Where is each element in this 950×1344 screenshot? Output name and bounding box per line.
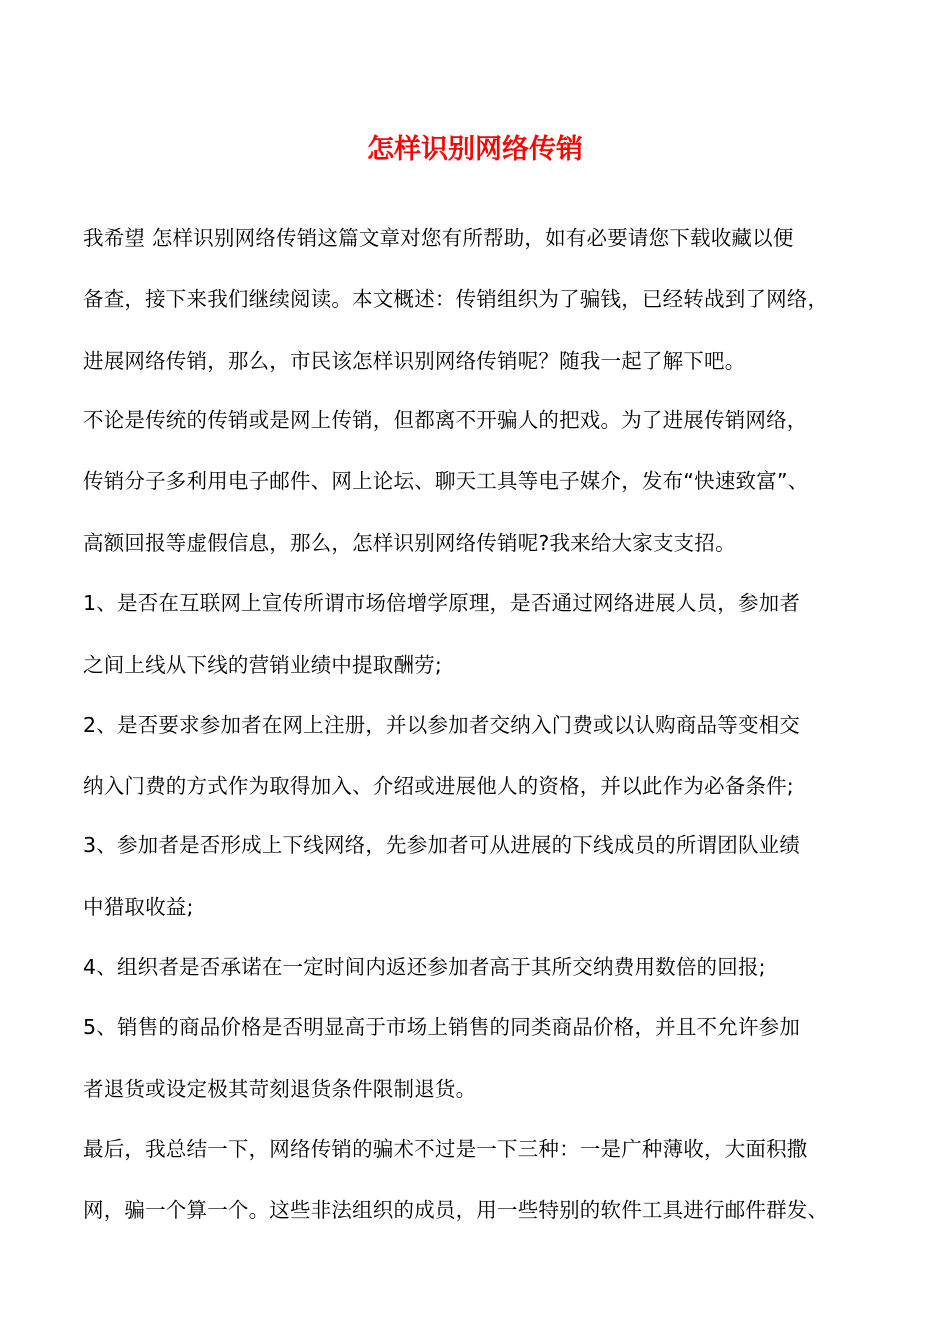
list-item-line: 纳入门费的方式作为取得加入、介绍或进展他人的资格，并以此作为必备条件; [83, 774, 794, 798]
document-title: 怎样识别网络传销 [367, 134, 583, 165]
list-item-line: 1、是否在互联网上宣传所谓市场倍增学原理，是否通过网络进展人员，参加者 [83, 591, 801, 615]
paragraph-line: 最后，我总结一下，网络传销的骗术不过是一下三种：一是广种薄收，大面积撒 [83, 1137, 808, 1161]
list-item-line: 者退货或设定极其苛刻退货条件限制退货。 [83, 1077, 477, 1101]
paragraph-line: 传销分子多利用电子邮件、网上论坛、聊天工具等电子媒介，发布“快速致富”、 [83, 469, 809, 493]
paragraph-line: 网，骗一个算一个。这些非法组织的成员，用一些特别的软件工具进行邮件群发、 [83, 1198, 829, 1222]
paragraph-line: 我希望 怎样识别网络传销这篇文章对您有所帮助，如有必要请您下载收藏以便 [83, 226, 794, 250]
list-item-line: 之间上线从下线的营销业绩中提取酬劳; [83, 653, 443, 677]
list-item-line: 5、销售的商品价格是否明显高于市场上销售的同类商品价格，并且不允许参加 [83, 1015, 801, 1039]
list-item-line: 2、是否要求参加者在网上注册，并以参加者交纳入门费或以认购商品等变相交 [83, 713, 801, 737]
list-item-line: 中猎取收益; [83, 895, 194, 919]
paragraph-line: 进展网络传销，那么，市民该怎样识别网络传销呢？随我一起了解下吧。 [83, 349, 746, 373]
paragraph-line: 高额回报等虚假信息，那么，怎样识别网络传销呢?我来给大家支支招。 [83, 531, 736, 555]
paragraph-line: 不论是传统的传销或是网上传销，但都离不开骗人的把戏。为了进展传销网络， [83, 408, 808, 432]
paragraph-line: 备查，接下来我们继续阅读。本文概述：传销组织为了骗钱，已经转战到了网络， [83, 287, 829, 311]
list-item-line: 3、参加者是否形成上下线网络，先参加者可从进展的下线成员的所谓团队业绩 [83, 833, 801, 857]
list-item-line: 4、组织者是否承诺在一定时间内返还参加者高于其所交纳费用数倍的回报; [83, 955, 766, 979]
